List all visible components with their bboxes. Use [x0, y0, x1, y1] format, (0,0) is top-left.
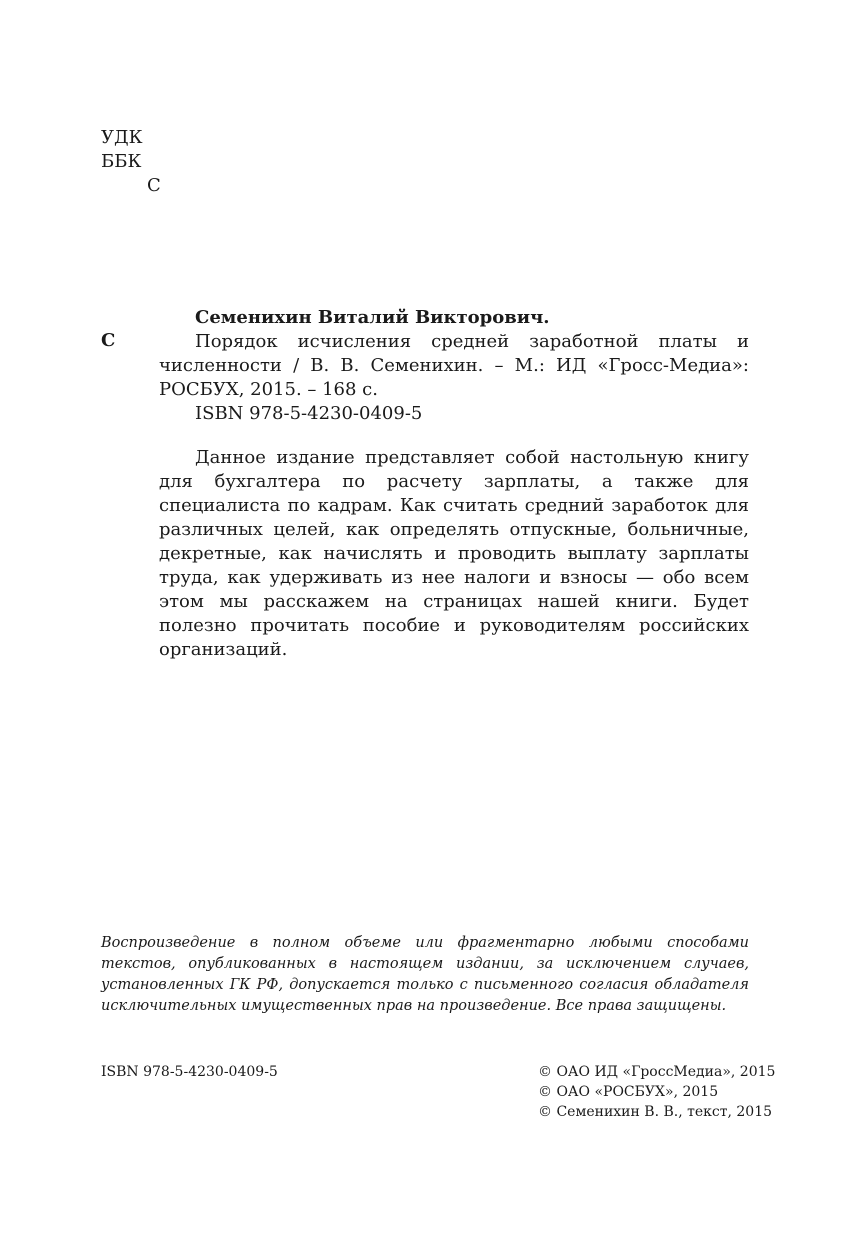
bbk-label: ББК: [101, 151, 142, 172]
copyright-line: © ОАО ИД «ГроссМедиа», 2015: [538, 1064, 776, 1080]
annotation-paragraph: Данное издание представляет собой настольную книгу для бухгалтера по расчету зарплаты, а также для специалиста по кадрам. Как считать средний заработок для различных целей, как определять отпускные, больничные, декретные, как начислять и проводить выплату зарплаты труда, как удерживать из нее налоги и взносы — обо всем этом мы расскажем на страницах нашей книги. Будет полезно прочитать пособие и руководителям российских организаций.: [159, 447, 749, 660]
copyright-line: © ОАО «РОСБУХ», 2015: [538, 1084, 719, 1100]
bibliographic-record: [159, 306, 749, 426]
copyright-list: [538, 1062, 775, 1122]
copyright-notice: Воспроизведение в полном объеме или фрагментарно любыми способами текстов, опубликованных в настоящем издании, за исключением случаев, установленных ГК РФ, допускается только с письменного согласия обладателя исключительных имущественных прав на произведение. Все права защищены.: [101, 935, 749, 1014]
author-sign-label: С: [147, 175, 161, 196]
copyright-line: © Семенихин В. В., текст, 2015: [538, 1104, 773, 1120]
footer-isbn: ISBN 978-5-4230-0409-5: [101, 1064, 278, 1080]
author-name: Семенихин Виталий Викторович.: [195, 307, 550, 328]
record-isbn: ISBN 978-5-4230-0409-5: [195, 403, 423, 424]
author-mark: С: [101, 330, 116, 351]
udk-label: УДК: [101, 127, 143, 148]
book-title-record: Порядок исчисления средней заработной платы и численности / В. В. Семенихин. – М.: ИД «Гросс-Медиа»: РОСБУХ, 2015. – 168 с.: [159, 331, 749, 400]
